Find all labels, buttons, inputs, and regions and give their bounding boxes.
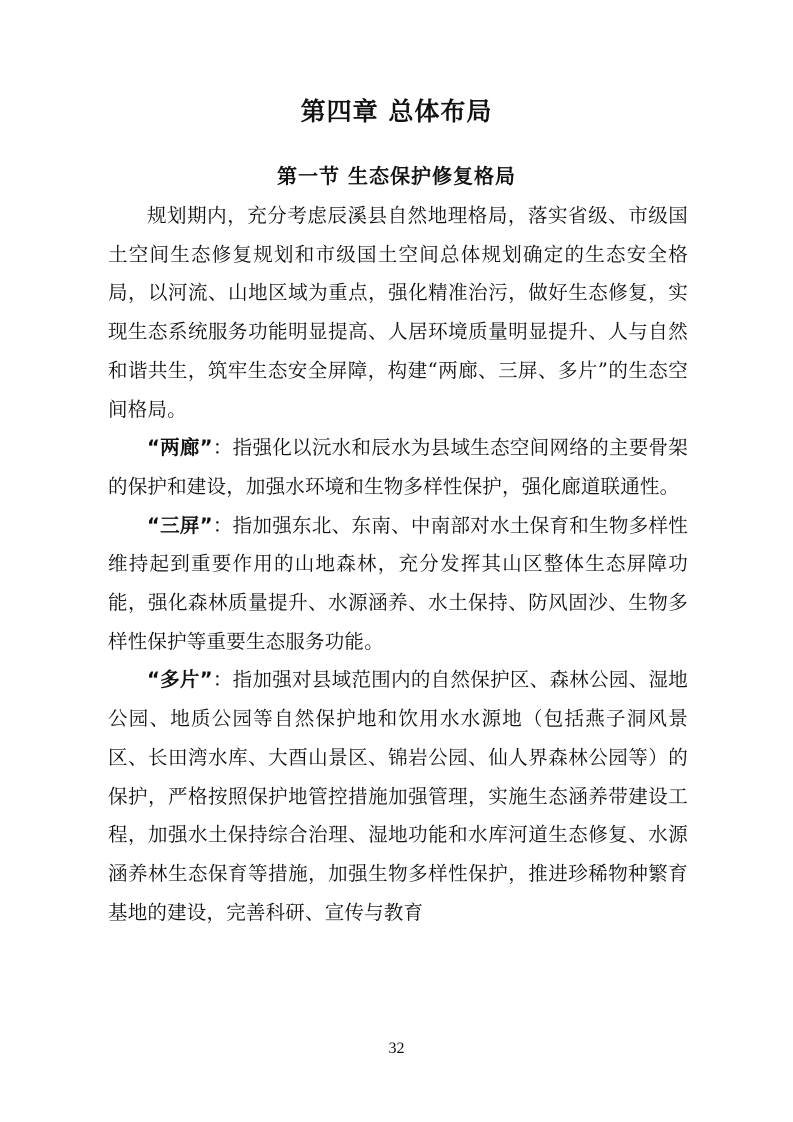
term-multiple-areas: “多片”: [147, 668, 213, 692]
paragraph-two-corridors: [108, 429, 688, 506]
paragraph-intro-text: 规划期内，充分考虑辰溪县自然地理格局，落实省级、市级国土空间生态修复规划和市级国土空间总体规划确定的生态安全格局，以河流、山地区域为重点，强化精准治污，做好生态修复，实现生态系统服务功能明显提高、人居环境质量明显提升、人与自然和谐共生，筑牢生态安全屏障，构建“两廊、三屏、多片”的生态空间格局。: [108, 204, 688, 421]
paragraph-two-corridors-text: ：指强化以沅水和辰水为县域生态空间网络的主要骨架的保护和建设，加强水环境和生物多样性保护，强化廊道联通性。: [108, 436, 688, 498]
body-text: [108, 197, 688, 932]
paragraph-intro: [108, 197, 688, 429]
paragraph-multiple-areas: [108, 661, 688, 932]
page-number: 32: [388, 1040, 405, 1057]
paragraph-multiple-areas-text: ：指加强对县域范围内的自然保护区、森林公园、湿地公园、地质公园等自然保护地和饮用水水源地（包括燕子洞风景区、长田湾水库、大酉山景区、锦岩公园、仙人界森林公园等）的保护，严格按照保护地管控措施加强管理，实施生态涵养带建设工程，加强水土保持综合治理、湿地功能和水库河道生态修复、水源涵养林生态保育等措施，加强生物多样性保护，推进珍稀物种繁育基地的建设，完善科研、宣传与教育: [108, 668, 688, 924]
chapter-title: 第四章 总体布局: [300, 97, 493, 126]
section-title: 第一节 生态保护修复格局: [277, 164, 516, 188]
paragraph-three-screens: [108, 507, 688, 662]
term-two-corridors: “两廊”: [147, 436, 213, 460]
paragraph-three-screens-text: ：指加强东北、东南、中南部对水土保育和生物多样性维持起到重要作用的山地森林，充分发挥其山区整体生态屏障功能，强化森林质量提升、水源涵养、水土保持、防风固沙、生物多样性保护等重要生态服务功能。: [108, 513, 688, 653]
term-three-screens: “三屏”: [147, 513, 213, 537]
